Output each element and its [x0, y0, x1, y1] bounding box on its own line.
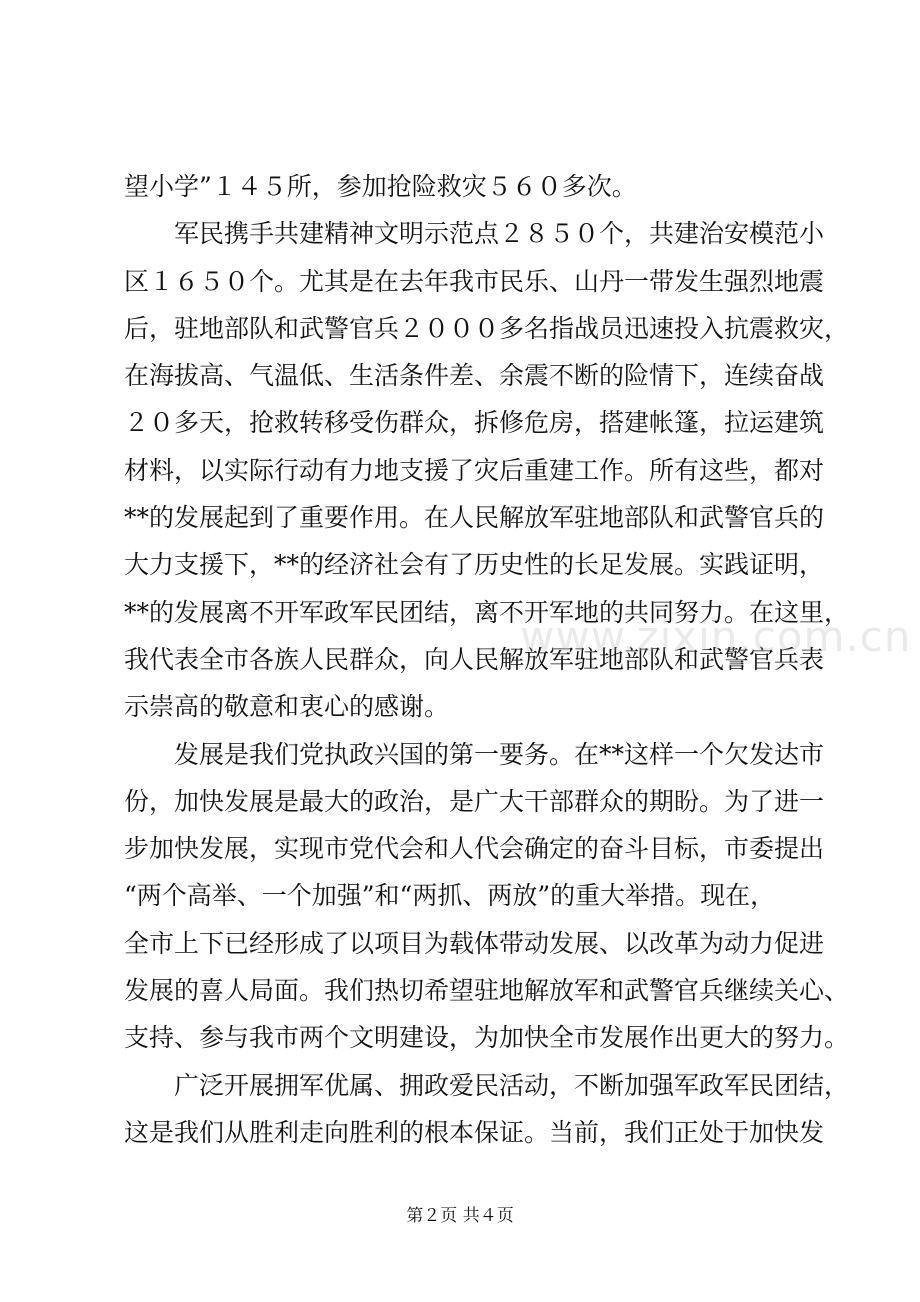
text-line: 后，驻地部队和武警官兵２０００多名指战员迅速投入抗震救灾， — [124, 313, 850, 343]
text-line: 在海拔高、气温低、生活条件差、余震不断的险情下，连续奋战 — [124, 361, 825, 391]
page-footer: 第２页 共４页 — [406, 1206, 514, 1226]
text-line: 步加快发展，实现市党代会和人代会确定的奋斗目标，市委提出 — [124, 834, 825, 864]
text-line: 发展的喜人局面。我们热切希望驻地解放军和武警官兵继续关心、 — [124, 976, 850, 1006]
text-line: ２０多天，抢救转移受伤群众，拆修危房，搭建帐篷，拉运建筑 — [124, 408, 825, 438]
text-line: 全市上下已经形成了以项目为载体带动发展、以改革为动力促进 — [124, 928, 825, 958]
text-line: 材料，以实际行动有力地支援了灾后重建工作。所有这些，都对 — [124, 455, 825, 485]
text-line: 望小学”１４５所，参加抢险救灾５６０多次。 — [124, 172, 637, 201]
text-line: 军民携手共建精神文明示范点２８５０个，共建治安模范小 — [124, 219, 825, 249]
watermark: www.zixin.com.cn — [520, 612, 912, 661]
text-line: **的发展起到了重要作用。在人民解放军驻地部队和武警官兵的 — [124, 503, 825, 533]
text-line: 我代表全市各族人民群众，向人民解放军驻地部队和武警官兵表 — [124, 644, 825, 674]
text-line: 广泛开展拥军优属、拥政爱民活动，不断加强军政军民团结， — [124, 1070, 850, 1100]
text-line: 支持、参与我市两个文明建设，为加快全市发展作出更大的努力。 — [124, 1023, 850, 1053]
text-line: **的发展离不开军政军民团结，离不开军地的共同努力。在这里， — [124, 597, 850, 627]
text-line: 这是我们从胜利走向胜利的根本保证。当前，我们正处于加快发 — [124, 1117, 825, 1147]
text-line: “两个高举、一个加强”和“两抓、两放”的重大举措。现在， — [124, 881, 776, 911]
text-line: 发展是我们党执政兴国的第一要务。在**这样一个欠发达市 — [124, 739, 825, 769]
text-line: 份，加快发展是最大的政治，是广大干部群众的期盼。为了进一 — [124, 786, 825, 816]
text-line: 大力支援下，**的经济社会有了历史性的长足发展。实践证明， — [124, 550, 825, 580]
text-line: 示崇高的敬意和衷心的感谢。 — [124, 692, 450, 722]
text-line: 区１６５０个。尤其是在去年我市民乐、山丹一带发生强烈地震 — [124, 266, 825, 296]
